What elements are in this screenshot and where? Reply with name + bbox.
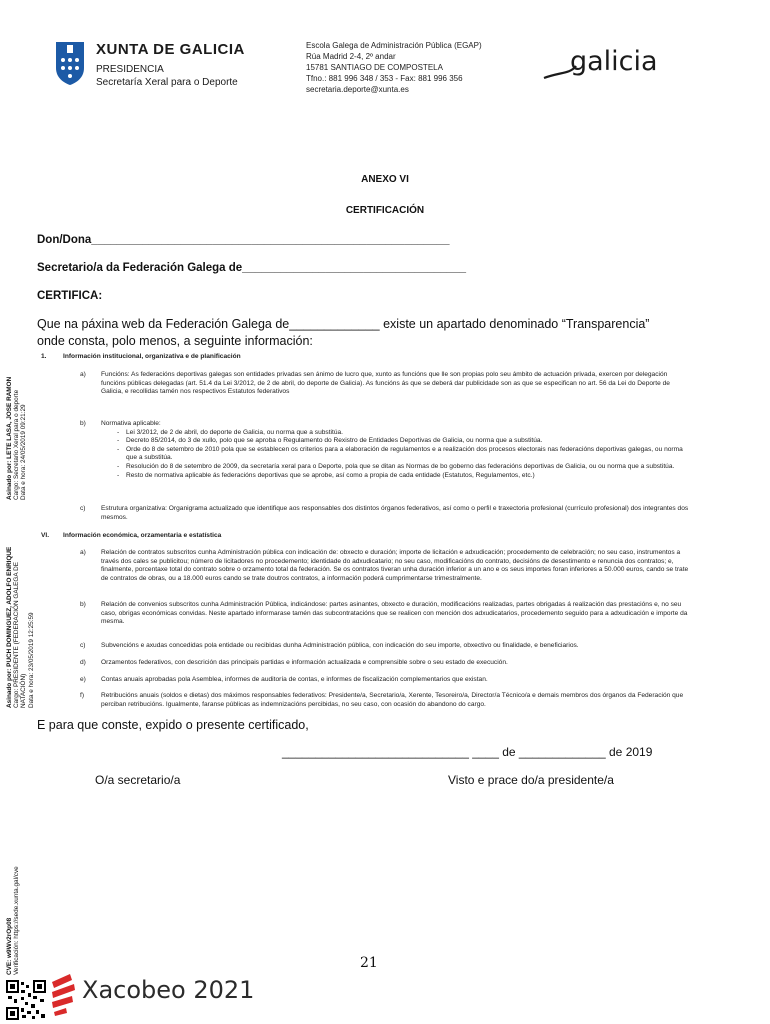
item-text: Estrutura organizativa: Organigrama actualizado que identifique aos responsables dos distintos órganos federativos, así como o perfil e traxectoria profesional (currículo profesional) dos integrantes dos mesmos. bbox=[101, 505, 689, 521]
item-letter: b) bbox=[80, 601, 86, 608]
xunta-shield-icon bbox=[52, 40, 88, 86]
signature-secretary-label: O/a secretario/a bbox=[95, 773, 181, 787]
closing-text: E para que conste, expido o presente certificado, bbox=[37, 718, 309, 732]
signature-president-label: Visto e prace do/a presidente/a bbox=[448, 773, 614, 787]
galicia-logo bbox=[540, 42, 680, 86]
item-letter: d) bbox=[80, 659, 86, 666]
list-item: - Orde do 8 de setembro de 2010 pola que se establecen os criterios para a elaboración de regulamentos e a realización dos procesos electorais nas federacións deportivas galegas, ou norma que a substitúa. bbox=[101, 446, 693, 463]
signature-block-1 bbox=[6, 377, 28, 500]
qr-code-icon bbox=[6, 980, 46, 1020]
galicia-logo-text: galicia bbox=[570, 46, 658, 77]
item-letter: a) bbox=[80, 371, 86, 378]
item-text: Orzamentos federativos, con descrición das principais partidas e información actualizada e comprensible sobre o seu estado de execución. bbox=[101, 659, 508, 666]
item-letter: e) bbox=[80, 676, 86, 683]
intro-line: Que na páxina web da Federación Galega de_____________ existe un apartado denominado “Transparencia” bbox=[37, 317, 650, 331]
section-number: 1. bbox=[41, 353, 47, 360]
signature-date: Data e hora: 24/05/2019 09:21:29 bbox=[20, 404, 28, 500]
signature-date: Data e hora: 23/05/2019 12:25:59 bbox=[27, 612, 35, 708]
cve-verification: Verificación: https://sede.xunta.gal/cve bbox=[13, 866, 21, 975]
don-dona-field: Don/Dona________________________________________________________ bbox=[37, 234, 450, 246]
intro-paragraph bbox=[37, 316, 737, 350]
item-text: Retribucións anuais (soldos e dietas) dos máximos responsables federativos: Presidente/a, Secretario/a, Xerente, Tesoreiro/a, Director/a Técnico/a e demais membros dos órganos da Federación que perciban retribucións. Igualmente, faranse públicas as indemnizacións percibidas, no seu caso, con ocasión do abandono do cargo. bbox=[101, 692, 684, 708]
list-item: - Resolución do 8 de setembro de 2009, da secretaría xeral para o Deporte, pola que se ditan as Normas de bo goberno das federacións deportivas de Galicia, ou ou norma que a substitúa. bbox=[101, 463, 693, 472]
item-text: Funcións: As federacións deportivas galegas son entidades privadas sen ánimo de lucro que, xunto as funcións que lle son propias polo seu ámbito de actuación privada, exercen por delegación funcións públicas delegadas (art. 51.4 da Lei 3/2012, de 2 de abril, do deporte de Galicia). As funcións ás que se deberá dar publicidade son as que se especifican no art. 56 da Lei do Deporte de Galicia, e recollidas tamén nos respectivos Estatutos federativos bbox=[101, 371, 670, 396]
section-title: Información económica, orzamentaria e estatística bbox=[63, 532, 222, 539]
date-line: ____________________________ ____ de _____________ de 2019 bbox=[282, 745, 653, 759]
org-department-line: PRESIDENCIA bbox=[96, 64, 164, 75]
xacobeo-logo-text: Xacobeo 2021 bbox=[82, 976, 255, 1004]
contact-line: 15781 SANTIAGO DE COMPOSTELA bbox=[306, 63, 443, 72]
signature-signer: Asinado por: PUCH DOMINGUEZ, ADOLFO ENRIQUE bbox=[6, 546, 13, 708]
item-letter: f) bbox=[80, 692, 85, 699]
item-normativa bbox=[101, 420, 693, 480]
item-letter: c) bbox=[80, 505, 86, 512]
item-text: Subvencións e axudas concedidas pola entidade ou recibidas dunha Administración pública, con indicación do seu importe, obxectivo ou finalidade, e beneficiarios. bbox=[101, 642, 579, 649]
item-text: Relación de convenios subscritos cunha Administración Pública, indicándose: partes asinantes, obxecto e duración, modificacións realizadas, partes obrigadas á realización das prestacións e, no seu caso, obrigas económicas convidas. Neste apartado informarase tamén das subcontratacións que se realicen con mención dos adxudicatarios, procedemento seguido para a adxudicación e importe da mesma. bbox=[101, 601, 688, 626]
signature-role: Cargo: Secretario Xeral para o deporte bbox=[13, 389, 21, 500]
annex-title: ANEXO VI bbox=[361, 174, 409, 185]
intro-line: onde consta, polo menos, a seguinte información: bbox=[37, 334, 313, 348]
normativa-list bbox=[101, 429, 693, 481]
signature-block-2 bbox=[6, 547, 35, 708]
signature-role: Cargo: PRESIDENTE (FEDERACIÓN GALEGA DE bbox=[13, 562, 21, 708]
item-letter: c) bbox=[80, 642, 86, 649]
page-number: 21 bbox=[360, 955, 378, 971]
contact-block bbox=[306, 40, 482, 95]
section-title: Información institucional, organizativa e de planificación bbox=[63, 353, 241, 360]
list-item: - Lei 3/2012, de 2 de abril, do deporte de Galicia, ou norma que a substitúa. bbox=[101, 429, 693, 438]
certifica-label: CERTIFICA: bbox=[37, 290, 103, 302]
xacobeo-shell-icon bbox=[48, 972, 78, 1016]
item-letter: b) bbox=[80, 420, 86, 427]
org-department-line: Secretaría Xeral para o Deporte bbox=[96, 77, 238, 88]
item-text: Normativa aplicable: bbox=[101, 420, 161, 427]
org-department bbox=[96, 63, 238, 89]
cve-block bbox=[6, 866, 20, 975]
list-item: - Resto de normativa aplicable ás federacións deportivas que se aprobe, así como a propia de cada entidade (Estatutos, Regulamentos, etc.) bbox=[101, 472, 693, 481]
signature-role: NATACIÓN) bbox=[20, 673, 28, 708]
org-name: XUNTA DE GALICIA bbox=[96, 41, 245, 58]
item-text: Relación de contratos subscritos cunha Administración pública con indicación de: obxecto e duración; importe de licitación e adxudicación; procedemento de celebración; no seu caso, instrumentos a través dos cales se publicitou; número de licitadores no procedemento; identidade do adxudicatario; no seu caso, modificacións do contrato, decisións de desestimento e renuncia dos contratos; e, finalmente, porcentaxe total do contrato sobre o orzamento total da federación. Se os contratos tiveran unha duración inferior a un ano e os seus importes foran inferiores a 50.000 euros, cando se trate de contratos de obras, ou a 18.000 euros cando se trate doutros contratos, a información poderá cumprimentarse trimestralmente. bbox=[101, 549, 689, 582]
contact-line: Rúa Madrid 2-4, 2º andar bbox=[306, 52, 396, 61]
list-item: - Decreto 85/2014, do 3 de xullo, polo que se aproba o Regulamento do Rexistro de Entidades Deportivas de Galicia, ou norma que a substitúa. bbox=[101, 437, 693, 446]
contact-line: Escola Galega de Administración Pública (EGAP) bbox=[306, 41, 482, 50]
document-title: CERTIFICACIÓN bbox=[345, 205, 425, 216]
signature-signer: Asinado por: LETE LASA, JOSE RAMON bbox=[6, 376, 13, 500]
contact-line: Tfno.: 881 996 348 / 353 - Fax: 881 996 356 bbox=[306, 74, 463, 83]
section-number: VI. bbox=[41, 532, 50, 539]
contact-line: secretaria.deporte@xunta.es bbox=[306, 85, 409, 94]
item-text: Contas anuais aprobadas pola Asemblea, informes de auditoría de contas, e informes de fiscalización complementarios que existan. bbox=[101, 676, 488, 683]
secretario-field: Secretario/a da Federación Galega de___________________________________ bbox=[37, 262, 467, 274]
cve-code: CVE: w9Wv2rOp08 bbox=[6, 917, 13, 975]
item-letter: a) bbox=[80, 549, 86, 556]
